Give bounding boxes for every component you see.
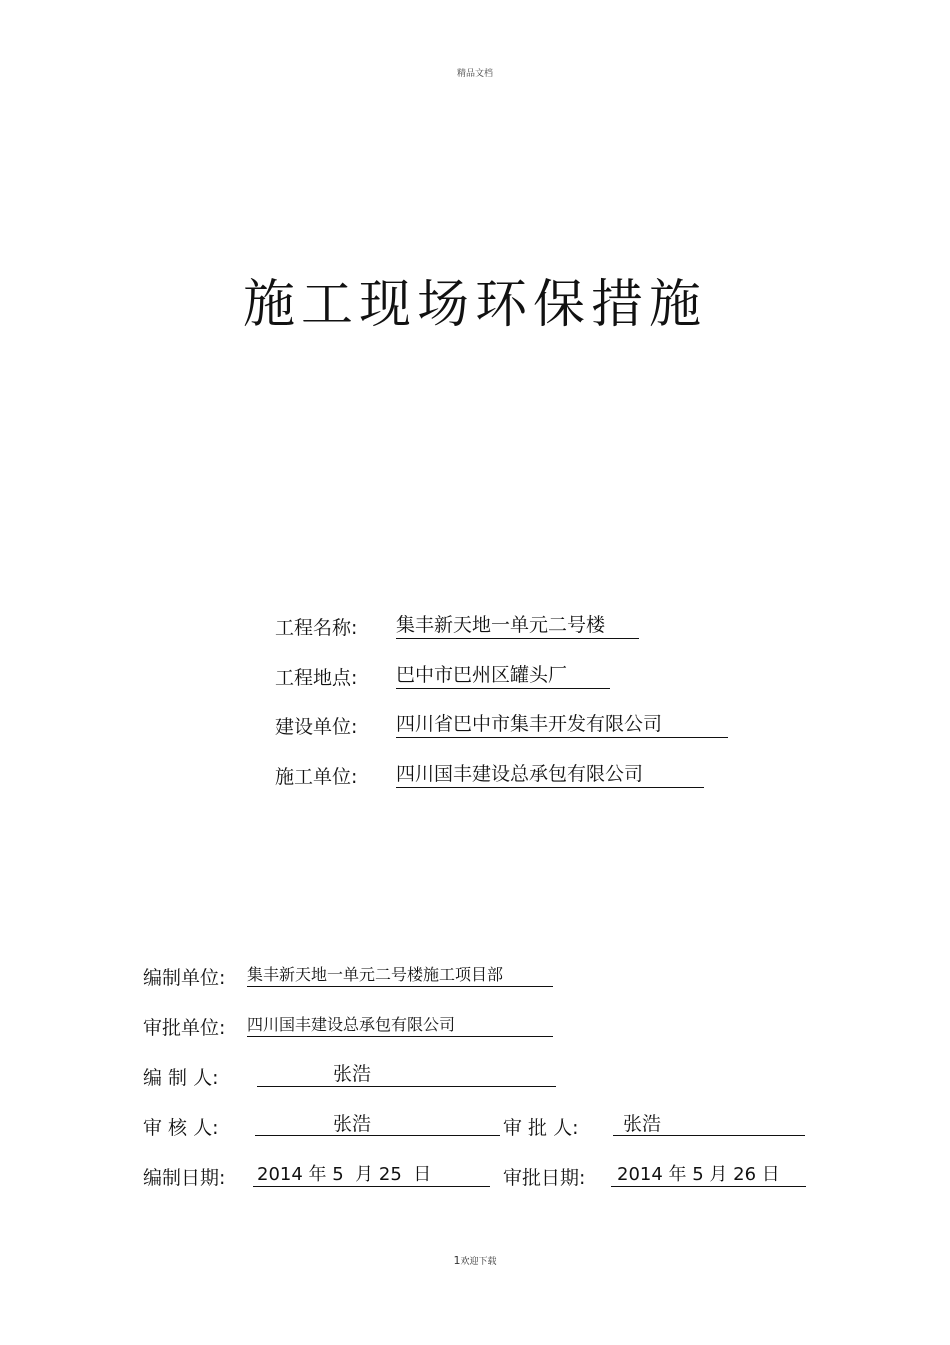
approver-underline — [613, 1135, 805, 1136]
approver-label: 审 批 人: — [503, 1117, 579, 1139]
client-unit-label: 建设单位: — [275, 716, 358, 738]
contractor-unit-value: 四川国丰建设总承包有限公司 — [396, 762, 704, 788]
header-note: 精品文档 — [456, 69, 493, 79]
compiler-underline — [257, 1086, 556, 1087]
compile-unit-value: 集丰新天地一单元二号楼施工项目部 — [247, 965, 504, 984]
approve-date-label: 审批日期: — [503, 1167, 586, 1189]
contractor-unit-label: 施工单位: — [275, 766, 358, 788]
approver-value: 张浩 — [623, 1113, 662, 1135]
client-unit-value: 四川省巴中市集丰开发有限公司 — [396, 712, 728, 738]
compile-unit-label: 编制单位: — [143, 967, 226, 989]
project-location-label: 工程地点: — [275, 667, 358, 689]
reviewer-value: 张浩 — [333, 1113, 372, 1135]
reviewer-underline — [255, 1135, 500, 1136]
page-footer — [0, 1254, 950, 1267]
approve-date-value: 2014 年 5 月 26 日 — [617, 1164, 780, 1185]
project-name-value: 集丰新天地一单元二号楼 — [396, 613, 639, 639]
approve-date-underline — [611, 1186, 806, 1187]
compiler-value: 张浩 — [333, 1063, 372, 1085]
approve-unit-value: 四川国丰建设总承包有限公司 — [247, 1015, 456, 1034]
compile-date-underline — [253, 1186, 490, 1187]
approve-unit-label: 审批单位: — [143, 1017, 226, 1039]
compile-date-label: 编制日期: — [143, 1167, 226, 1189]
compiler-label: 编 制 人: — [143, 1067, 219, 1089]
page-number: 1 — [453, 1254, 461, 1267]
reviewer-label: 审 核 人: — [143, 1117, 219, 1139]
compile-date-value: 2014 年 5 月 25 日 — [257, 1164, 432, 1185]
footer-text: 欢迎下载 — [460, 1257, 497, 1267]
project-name-label: 工程名称: — [275, 617, 358, 639]
approve-unit-underline — [247, 1036, 553, 1037]
document-title: 施工现场环保措施 — [242, 275, 707, 335]
project-location-value: 巴中市巴州区罐头厂 — [396, 663, 610, 689]
compile-unit-underline — [247, 986, 553, 987]
